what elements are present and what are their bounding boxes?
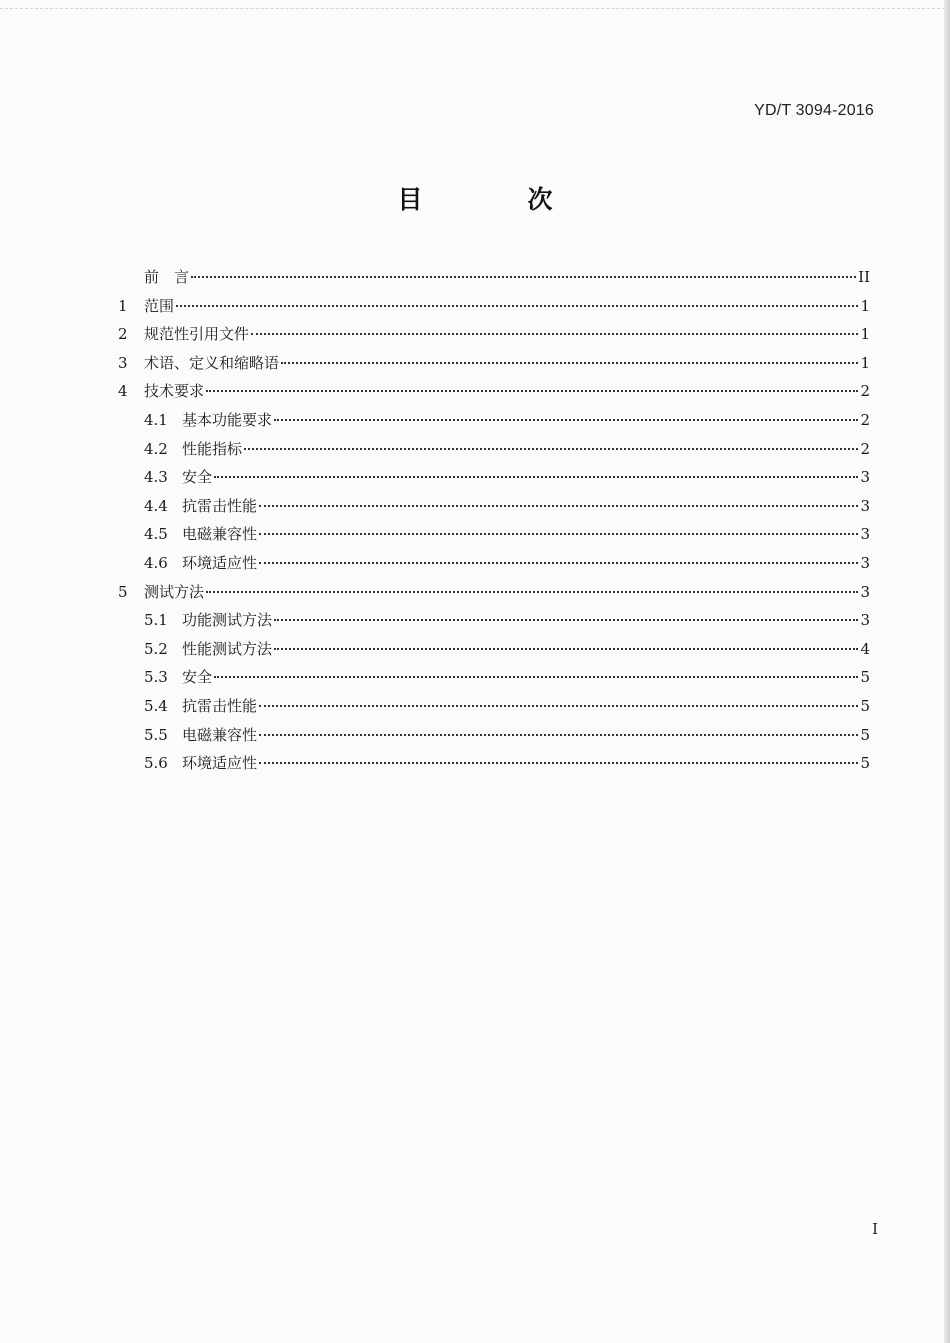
table-of-contents xyxy=(118,263,870,778)
toc-entry-page: 3 xyxy=(860,553,870,572)
toc-entry[interactable] xyxy=(118,663,870,692)
toc-entry-number: 5.2 xyxy=(144,639,168,658)
toc-entry-label: 抗雷击性能 xyxy=(182,496,258,515)
toc-entry-number: 4.3 xyxy=(144,468,168,487)
toc-leader-dots xyxy=(191,276,856,278)
toc-entry-page: 4 xyxy=(860,639,870,658)
toc-entry-number: 5.1 xyxy=(144,611,168,630)
toc-entry-label: 性能指标 xyxy=(182,439,243,458)
toc-entry-number: 5 xyxy=(118,582,128,601)
toc-entry-label: 电磁兼容性 xyxy=(182,525,258,544)
document-code: YD/T 3094-2016 xyxy=(754,102,874,119)
toc-entry[interactable] xyxy=(118,377,870,406)
toc-entry[interactable] xyxy=(118,692,870,721)
toc-leader-dots xyxy=(206,390,858,392)
toc-entry-page: 5 xyxy=(860,725,870,744)
toc-entry-label: 前 言 xyxy=(144,268,190,286)
toc-entry[interactable] xyxy=(118,606,870,635)
toc-entry[interactable] xyxy=(118,749,870,778)
toc-entry-label: 规范性引用文件 xyxy=(144,325,250,344)
toc-leader-dots xyxy=(259,705,858,707)
toc-entry-label: 安全 xyxy=(182,468,213,487)
toc-entry[interactable] xyxy=(118,463,870,492)
toc-leader-dots xyxy=(259,533,858,535)
toc-leader-dots xyxy=(214,476,858,478)
toc-entry-label: 性能测试方法 xyxy=(182,639,273,658)
toc-leader-dots xyxy=(214,676,858,678)
toc-entry-number: 4.6 xyxy=(144,553,168,572)
toc-entry-page: 3 xyxy=(860,611,870,630)
toc-entry[interactable] xyxy=(118,320,870,349)
toc-entry-label: 技术要求 xyxy=(144,382,205,401)
toc-leader-dots xyxy=(251,333,858,335)
toc-entry-number: 4.1 xyxy=(144,410,168,429)
toc-entry-number: 3 xyxy=(118,353,128,372)
toc-entry-label: 抗雷击性能 xyxy=(182,696,258,715)
toc-entry-label: 基本功能要求 xyxy=(182,410,273,429)
toc-entry-number: 4.5 xyxy=(144,525,168,544)
toc-entry[interactable] xyxy=(118,578,870,607)
toc-leader-dots xyxy=(176,305,858,307)
toc-entry-page: 3 xyxy=(860,582,870,601)
toc-entry-page: 3 xyxy=(860,525,870,544)
toc-entry-page: 1 xyxy=(860,353,870,372)
toc-entry[interactable] xyxy=(118,635,870,664)
toc-entry-page: 1 xyxy=(860,325,870,344)
toc-entry-page: 2 xyxy=(860,439,870,458)
toc-entry-number: 1 xyxy=(118,296,128,315)
toc-entry[interactable] xyxy=(118,292,870,321)
toc-leader-dots xyxy=(274,419,858,421)
toc-leader-dots xyxy=(274,648,858,650)
toc-entry-label: 安全 xyxy=(182,668,213,687)
toc-entry-page: 1 xyxy=(860,296,870,315)
toc-leader-dots xyxy=(274,619,858,621)
toc-entry-number: 4 xyxy=(118,382,128,401)
toc-entry-number: 2 xyxy=(118,325,128,344)
toc-entry-number: 5.5 xyxy=(144,725,168,744)
toc-entry-label: 环境适应性 xyxy=(182,553,258,572)
footer-page-number: I xyxy=(872,1220,878,1238)
toc-leader-dots xyxy=(281,362,858,364)
toc-leader-dots xyxy=(244,448,858,450)
toc-entry-page: 3 xyxy=(860,468,870,487)
toc-entry[interactable] xyxy=(118,492,870,521)
toc-entry-label: 测试方法 xyxy=(144,582,205,601)
toc-entry-number: 5.6 xyxy=(144,754,168,773)
toc-entry[interactable] xyxy=(118,520,870,549)
toc-entry-number: 5.3 xyxy=(144,668,168,687)
toc-leader-dots xyxy=(259,734,858,736)
page-title: 目 次 xyxy=(397,185,593,214)
toc-entry[interactable] xyxy=(118,406,870,435)
toc-entry-page: 3 xyxy=(860,496,870,515)
toc-entry-page: 5 xyxy=(860,754,870,773)
toc-entry-page: 2 xyxy=(860,410,870,429)
toc-entry-label: 电磁兼容性 xyxy=(182,725,258,744)
toc-leader-dots xyxy=(259,762,858,764)
toc-entry-label: 功能测试方法 xyxy=(182,611,273,630)
scan-top-edge xyxy=(0,0,950,9)
toc-entry-number: 5.4 xyxy=(144,696,168,715)
toc-entry[interactable] xyxy=(118,435,870,464)
toc-entry-label: 术语、定义和缩略语 xyxy=(144,353,280,372)
toc-entry-label: 环境适应性 xyxy=(182,754,258,773)
toc-entry-label: 范围 xyxy=(144,296,175,315)
toc-entry[interactable] xyxy=(118,263,870,292)
toc-entry-page: 2 xyxy=(860,382,870,401)
toc-leader-dots xyxy=(259,562,858,564)
toc-entry-page: II xyxy=(858,268,870,286)
toc-entry-page: 5 xyxy=(860,696,870,715)
toc-entry-page: 5 xyxy=(860,668,870,687)
toc-entry-number: 4.2 xyxy=(144,439,168,458)
toc-entry[interactable] xyxy=(118,549,870,578)
toc-entry[interactable] xyxy=(118,349,870,378)
toc-entry[interactable] xyxy=(118,721,870,750)
toc-leader-dots xyxy=(206,591,858,593)
toc-entry-number: 4.4 xyxy=(144,496,168,515)
toc-leader-dots xyxy=(259,505,858,507)
